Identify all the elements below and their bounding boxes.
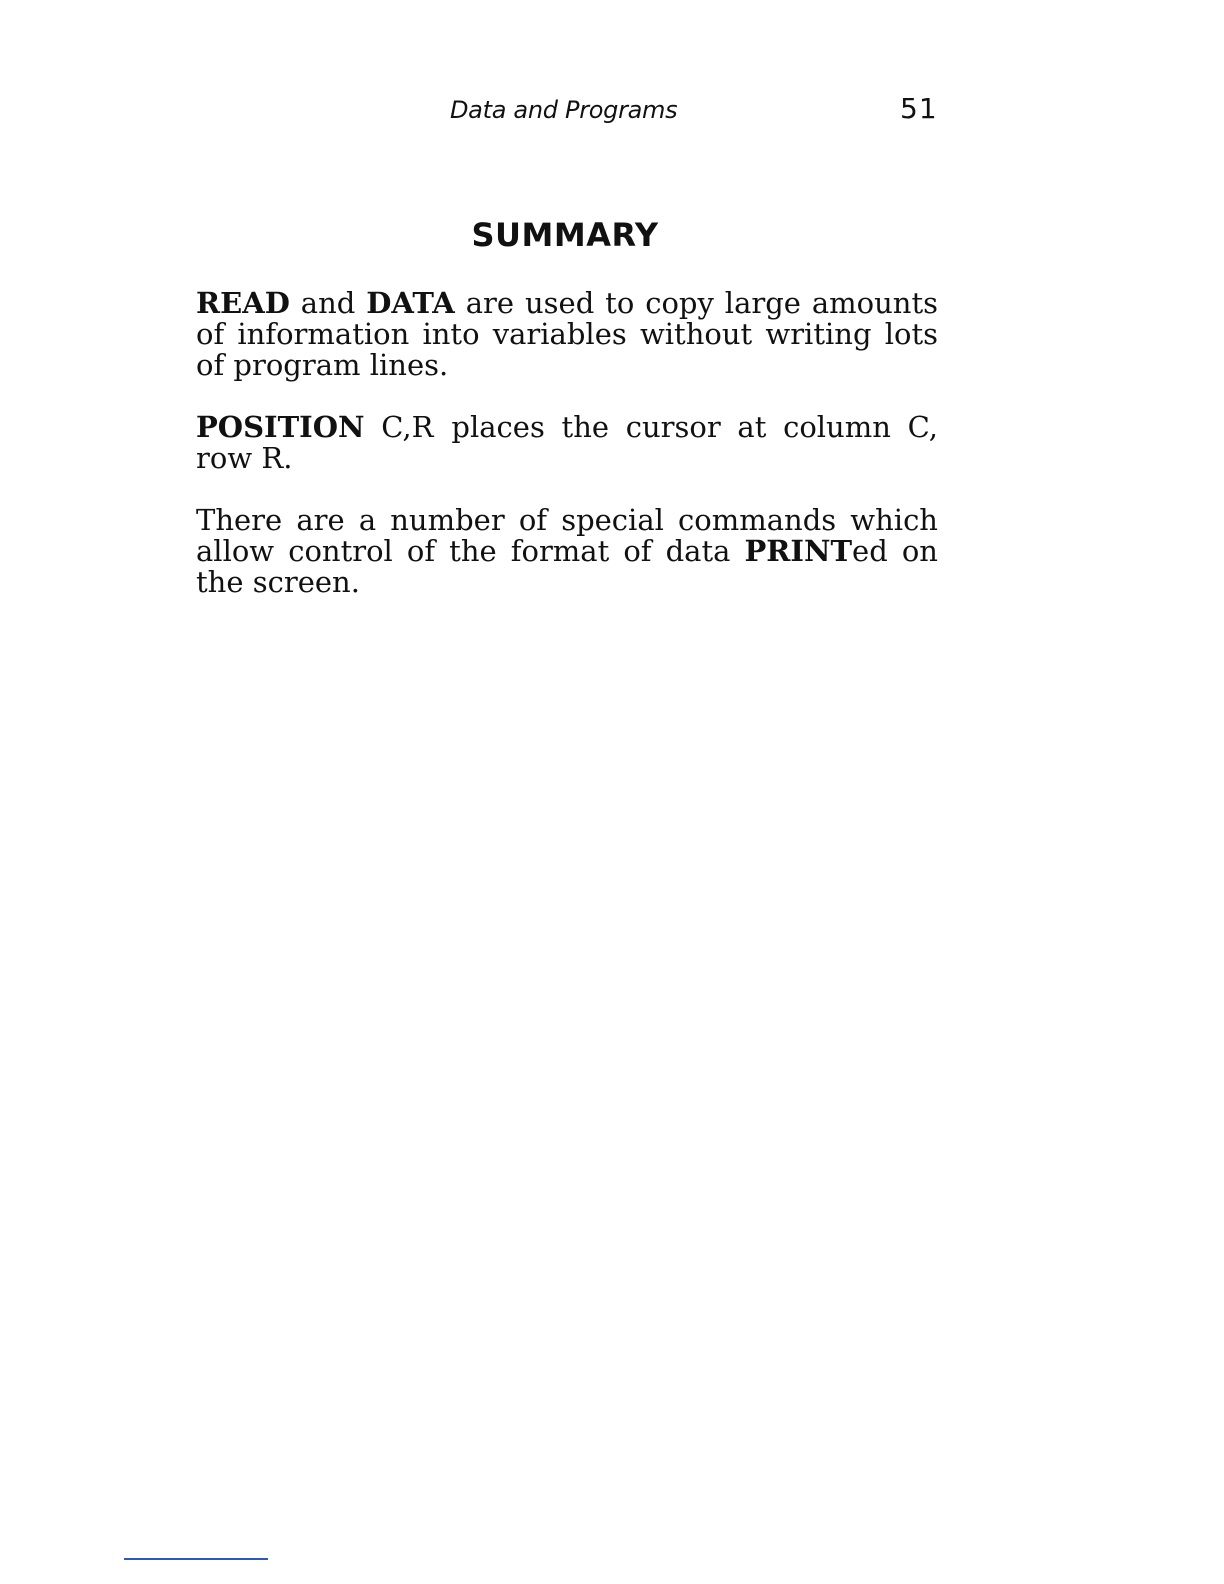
running-header <box>0 92 1224 132</box>
paragraph-text: places the cursor at column C, row R. <box>196 410 938 475</box>
summary-paragraph-print <box>196 505 938 598</box>
paragraph-text: are used to copy large amounts of information into variables without writing lots of program lines. <box>196 286 939 382</box>
keyword-position: POSITION <box>196 410 365 444</box>
keyword-read: READ <box>196 286 290 320</box>
paragraph-text: and <box>289 286 367 320</box>
summary-paragraph-position <box>196 412 938 474</box>
page-number: 51 <box>900 92 938 125</box>
keyword-data: DATA <box>366 286 455 320</box>
summary-paragraph-read-data <box>196 288 938 381</box>
running-title: Data and Programs <box>450 96 678 124</box>
paragraph-text: ed on the screen. <box>196 534 938 599</box>
paragraph-text: There are a number of special commands which allow control of the format of data <box>196 503 938 568</box>
section-heading: SUMMARY <box>471 216 659 254</box>
footer-rule <box>124 1558 268 1560</box>
keyword-print: PRINT <box>744 534 853 568</box>
paragraph-text: C,R <box>364 410 434 444</box>
